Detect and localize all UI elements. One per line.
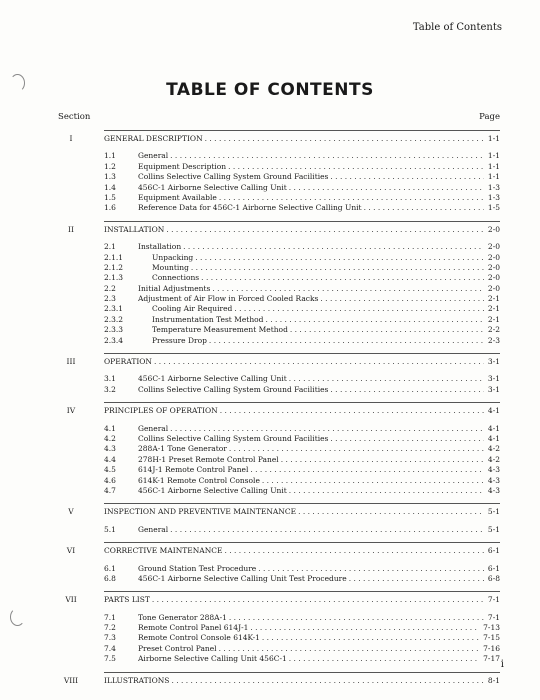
entry-number: 4.4 (104, 454, 116, 464)
entry-title: Adjustment of Air Flow in Forced Cooled Racks (138, 294, 319, 304)
dot-leader (279, 455, 484, 465)
section-number: III (66, 357, 76, 367)
dot-leader (318, 294, 484, 304)
entry-number: 2.3.2 (104, 314, 124, 324)
section-title: PARTS LIST (104, 595, 150, 605)
entry-page: 2-1 (487, 294, 500, 304)
section-rule (104, 353, 500, 354)
entry-page: 1-1 (487, 161, 500, 171)
section-title: GENERAL DESCRIPTION (104, 134, 203, 143)
entry-number: 1.4 (104, 182, 116, 192)
toc-entry-row[interactable] (58, 623, 500, 633)
dot-leader (169, 676, 483, 686)
toc-entry-row[interactable] (58, 486, 500, 496)
entry-title: 614J-1 Remote Control Panel (138, 465, 249, 475)
entry-number: 2.3.1 (104, 304, 124, 314)
entry-page: 2-3 (487, 335, 500, 345)
page-column-header: Page (479, 112, 500, 122)
toc-entry-row[interactable] (58, 183, 500, 193)
section-page: 8-1 (487, 675, 500, 685)
entry-number: 2.1 (104, 242, 116, 252)
dot-leader (218, 406, 484, 416)
dot-leader (164, 225, 484, 235)
binder-hole-mark (10, 608, 25, 626)
section-number: IV (66, 406, 76, 416)
entry-title: 278H-1 Preset Remote Control Panel (138, 454, 279, 464)
toc-entry-row[interactable] (58, 574, 500, 584)
entry-number: 1.1 (104, 151, 116, 161)
running-head: Table of Contents (412, 22, 502, 33)
entry-title: Remote Control Console 614K-1 (138, 633, 260, 643)
dot-leader (189, 263, 484, 273)
section-number: VII (65, 595, 77, 605)
toc-entry-row[interactable] (58, 424, 500, 434)
toc-entry-row[interactable] (58, 444, 500, 454)
entry-number: 5.1 (104, 524, 116, 534)
dot-leader (263, 315, 483, 325)
toc-entry-row[interactable] (58, 193, 500, 203)
toc-section-row[interactable] (58, 225, 500, 235)
entry-number: 4.3 (104, 444, 116, 454)
entry-title: Instrumentation Test Method (152, 314, 264, 324)
dot-leader (288, 325, 484, 335)
dot-leader (287, 486, 484, 496)
dot-leader (256, 564, 484, 574)
dot-leader (199, 273, 484, 283)
dot-leader (287, 183, 484, 193)
section-page: 1-1 (487, 134, 500, 143)
section-column-header: Section (58, 112, 91, 122)
entry-number: 2.2 (104, 283, 116, 293)
dot-leader (223, 546, 484, 556)
dot-leader (193, 253, 484, 263)
entry-title: Reference Data for 456C-1 Airborne Selective Calling Unit (138, 203, 362, 213)
entry-title: Remote Control Panel 614J-1 (138, 623, 249, 633)
dot-leader (168, 525, 484, 535)
entry-title: 456C-1 Airborne Selective Calling Unit (138, 485, 287, 495)
toc-entry-row[interactable] (58, 465, 500, 475)
toc-entry-row[interactable] (58, 151, 500, 161)
toc-entry-row[interactable] (58, 654, 500, 664)
toc-entry-row[interactable] (58, 172, 500, 182)
dot-leader (232, 304, 484, 314)
section-rule (104, 672, 500, 673)
toc-entry-row[interactable] (58, 284, 500, 294)
entry-number: 7.2 (104, 623, 116, 633)
dot-leader (168, 424, 484, 434)
entry-page: 4-2 (487, 444, 500, 454)
toc-entry-row[interactable] (58, 242, 500, 252)
toc-entry-row[interactable] (58, 263, 500, 273)
entry-title: Connections (152, 273, 200, 283)
entry-title: Ground Station Test Procedure (138, 563, 257, 573)
entry-number: 7.4 (104, 643, 116, 653)
toc-entry-row[interactable] (58, 325, 500, 335)
toc-section-row[interactable] (58, 676, 500, 686)
entry-number: 6.1 (104, 563, 116, 573)
entry-number: 6.8 (104, 573, 116, 583)
dot-leader (150, 595, 484, 605)
entry-number: 2.3 (104, 294, 116, 304)
section-number: II (68, 224, 74, 234)
section-title: PRINCIPLES OF OPERATION (104, 406, 218, 416)
dot-leader (217, 644, 480, 654)
toc-entry-row[interactable] (58, 253, 500, 263)
dot-leader (296, 507, 484, 517)
entry-number: 2.3.3 (104, 325, 124, 335)
dot-leader (347, 574, 484, 584)
entry-page: 2-0 (487, 273, 500, 283)
entry-title: General (138, 151, 169, 161)
entry-title: Temperature Measurement Method (152, 325, 288, 335)
section-number: I (69, 134, 73, 143)
entry-page: 2-0 (487, 252, 500, 262)
toc-entry-row[interactable] (58, 434, 500, 444)
entry-page: 4-1 (487, 433, 500, 443)
entry-title: Collins Selective Calling System Ground Facilities (138, 172, 329, 182)
entry-page: 7-15 (483, 633, 500, 643)
entry-number: 7.1 (104, 612, 116, 622)
page-number: i (500, 659, 504, 670)
entry-page: 7-13 (483, 623, 500, 633)
section-rule (104, 503, 500, 504)
table-of-contents (58, 128, 500, 698)
dot-leader (226, 162, 484, 172)
entry-title: Pressure Drop (152, 335, 207, 345)
section-title: OPERATION (104, 357, 152, 367)
toc-entry-row[interactable] (58, 273, 500, 283)
dot-leader (328, 385, 484, 395)
entry-number: 2.3.4 (104, 335, 124, 345)
entry-title: Equipment Description (138, 161, 227, 171)
section-rule (104, 221, 500, 222)
dot-leader (287, 654, 479, 664)
toc-entry-row[interactable] (58, 294, 500, 304)
entry-page: 2-1 (487, 314, 500, 324)
toc-entry-row[interactable] (58, 304, 500, 314)
toc-section-row[interactable] (58, 546, 500, 556)
entry-page: 4-1 (487, 423, 500, 433)
entry-title: 456C-1 Airborne Selective Calling Unit Test Procedure (138, 573, 347, 583)
entry-page: 6-1 (487, 563, 500, 573)
entry-page: 1-1 (487, 172, 500, 182)
section-rule (104, 402, 500, 403)
entry-number: 4.5 (104, 465, 116, 475)
dot-leader (260, 476, 484, 486)
entry-page: 6-8 (487, 573, 500, 583)
entry-page: 4-3 (487, 465, 500, 475)
section-title: INSPECTION AND PREVENTIVE MAINTENANCE (104, 507, 297, 517)
dot-leader (227, 444, 484, 454)
toc-entry-row[interactable] (58, 203, 500, 213)
section-page: 6-1 (487, 546, 500, 556)
toc-entry-row[interactable] (58, 644, 500, 654)
section-page: 7-1 (487, 595, 500, 605)
section-rule (104, 591, 500, 592)
entry-number: 2.1.3 (104, 273, 124, 283)
entry-title: 614K-1 Remote Control Console (138, 475, 260, 485)
entry-number: 4.2 (104, 433, 116, 443)
entry-number: 1.2 (104, 161, 116, 171)
entry-page: 2-1 (487, 304, 500, 314)
toc-entry-row[interactable] (58, 385, 500, 395)
dot-leader (152, 357, 484, 367)
entry-title: Cooling Air Required (152, 304, 233, 314)
toc-entry-row[interactable] (58, 613, 500, 623)
entry-title: 288A-1 Tone Generator (138, 444, 227, 454)
toc-entry-row[interactable] (58, 162, 500, 172)
toc-entry-row[interactable] (58, 455, 500, 465)
toc-entry-row[interactable] (58, 476, 500, 486)
entry-number: 1.6 (104, 203, 116, 213)
section-rule (104, 542, 500, 543)
dot-leader (328, 434, 484, 444)
toc-entry-row[interactable] (58, 564, 500, 574)
entry-page: 4-3 (487, 475, 500, 485)
dot-leader (210, 284, 484, 294)
entry-number: 4.1 (104, 423, 116, 433)
dot-leader (207, 336, 484, 346)
toc-section-row[interactable] (58, 406, 500, 416)
entry-title: Initial Adjustments (138, 283, 211, 293)
entry-page: 3-1 (487, 374, 500, 384)
entry-number: 2.1.2 (104, 262, 124, 272)
entry-title: Collins Selective Calling System Ground Facilities (138, 433, 329, 443)
entry-page: 2-0 (487, 262, 500, 272)
section-page: 2-0 (487, 224, 500, 234)
dot-leader (168, 151, 484, 161)
entry-title: 456C-1 Airborne Selective Calling Unit (138, 182, 287, 192)
toc-section-row[interactable] (58, 595, 500, 605)
dot-leader (328, 172, 484, 182)
dot-leader (203, 134, 484, 144)
entry-page: 7-1 (487, 612, 500, 622)
entry-page: 4-3 (487, 485, 500, 495)
toc-entry-row[interactable] (58, 633, 500, 643)
entry-page: 2-0 (487, 283, 500, 293)
entry-page: 4-2 (487, 454, 500, 464)
entry-page: 1-3 (487, 182, 500, 192)
entry-title: General (138, 524, 169, 534)
entry-page: 7-17 (483, 654, 500, 664)
section-number: VIII (63, 675, 79, 685)
entry-title: Installation (138, 242, 182, 252)
dot-leader (287, 374, 484, 384)
entry-page: 2-2 (487, 325, 500, 335)
section-title: INSTALLATION (104, 224, 165, 234)
section-rule (104, 130, 500, 131)
entry-title: General (138, 423, 169, 433)
entry-page: 1-1 (487, 151, 500, 161)
entry-title: Equipment Available (138, 192, 217, 202)
entry-title: Collins Selective Calling System Ground Facilities (138, 384, 329, 394)
entry-page: 1-3 (487, 192, 500, 202)
dot-leader (362, 203, 484, 213)
entry-title: Mounting (152, 262, 189, 272)
entry-page: 3-1 (487, 384, 500, 394)
entry-number: 3.2 (104, 384, 116, 394)
entry-number: 2.1.1 (104, 252, 124, 262)
section-title: CORRECTIVE MAINTENANCE (104, 546, 223, 556)
dot-leader (227, 613, 484, 623)
entry-number: 7.5 (104, 654, 116, 664)
entry-title: Airborne Selective Calling Unit 456C-1 (138, 654, 287, 664)
entry-page: 1-5 (487, 203, 500, 213)
dot-leader (248, 465, 484, 475)
entry-title: Preset Control Panel (138, 643, 217, 653)
toc-section-row[interactable] (58, 134, 500, 144)
toc-entry-row[interactable] (58, 315, 500, 325)
dot-leader (181, 242, 484, 252)
entry-number: 4.7 (104, 485, 116, 495)
toc-section-row[interactable] (58, 357, 500, 367)
entry-number: 1.5 (104, 192, 116, 202)
entry-page: 7-16 (483, 643, 500, 653)
entry-page: 5-1 (487, 524, 500, 534)
entry-number: 3.1 (104, 374, 116, 384)
toc-section-row[interactable] (58, 507, 500, 517)
section-page: 3-1 (487, 357, 500, 367)
page-title: TABLE OF CONTENTS (166, 80, 374, 100)
toc-entry-row[interactable] (58, 525, 500, 535)
section-number: VI (66, 546, 76, 556)
dot-leader (248, 623, 479, 633)
toc-entry-row[interactable] (58, 374, 500, 384)
section-page: 5-1 (487, 507, 500, 517)
toc-entry-row[interactable] (58, 336, 500, 346)
entry-title: Unpacking (152, 252, 194, 262)
entry-number: 7.3 (104, 633, 116, 643)
dot-leader (260, 633, 479, 643)
entry-title: 456C-1 Airborne Selective Calling Unit (138, 374, 287, 384)
section-number: V (68, 507, 74, 517)
entry-page: 2-0 (487, 242, 500, 252)
entry-number: 4.6 (104, 475, 116, 485)
entry-number: 1.3 (104, 172, 116, 182)
section-title: ILLUSTRATIONS (104, 675, 170, 685)
dot-leader (217, 193, 484, 203)
section-page: 4-1 (487, 406, 500, 416)
entry-title: Tone Generator 288A-1 (138, 612, 227, 622)
